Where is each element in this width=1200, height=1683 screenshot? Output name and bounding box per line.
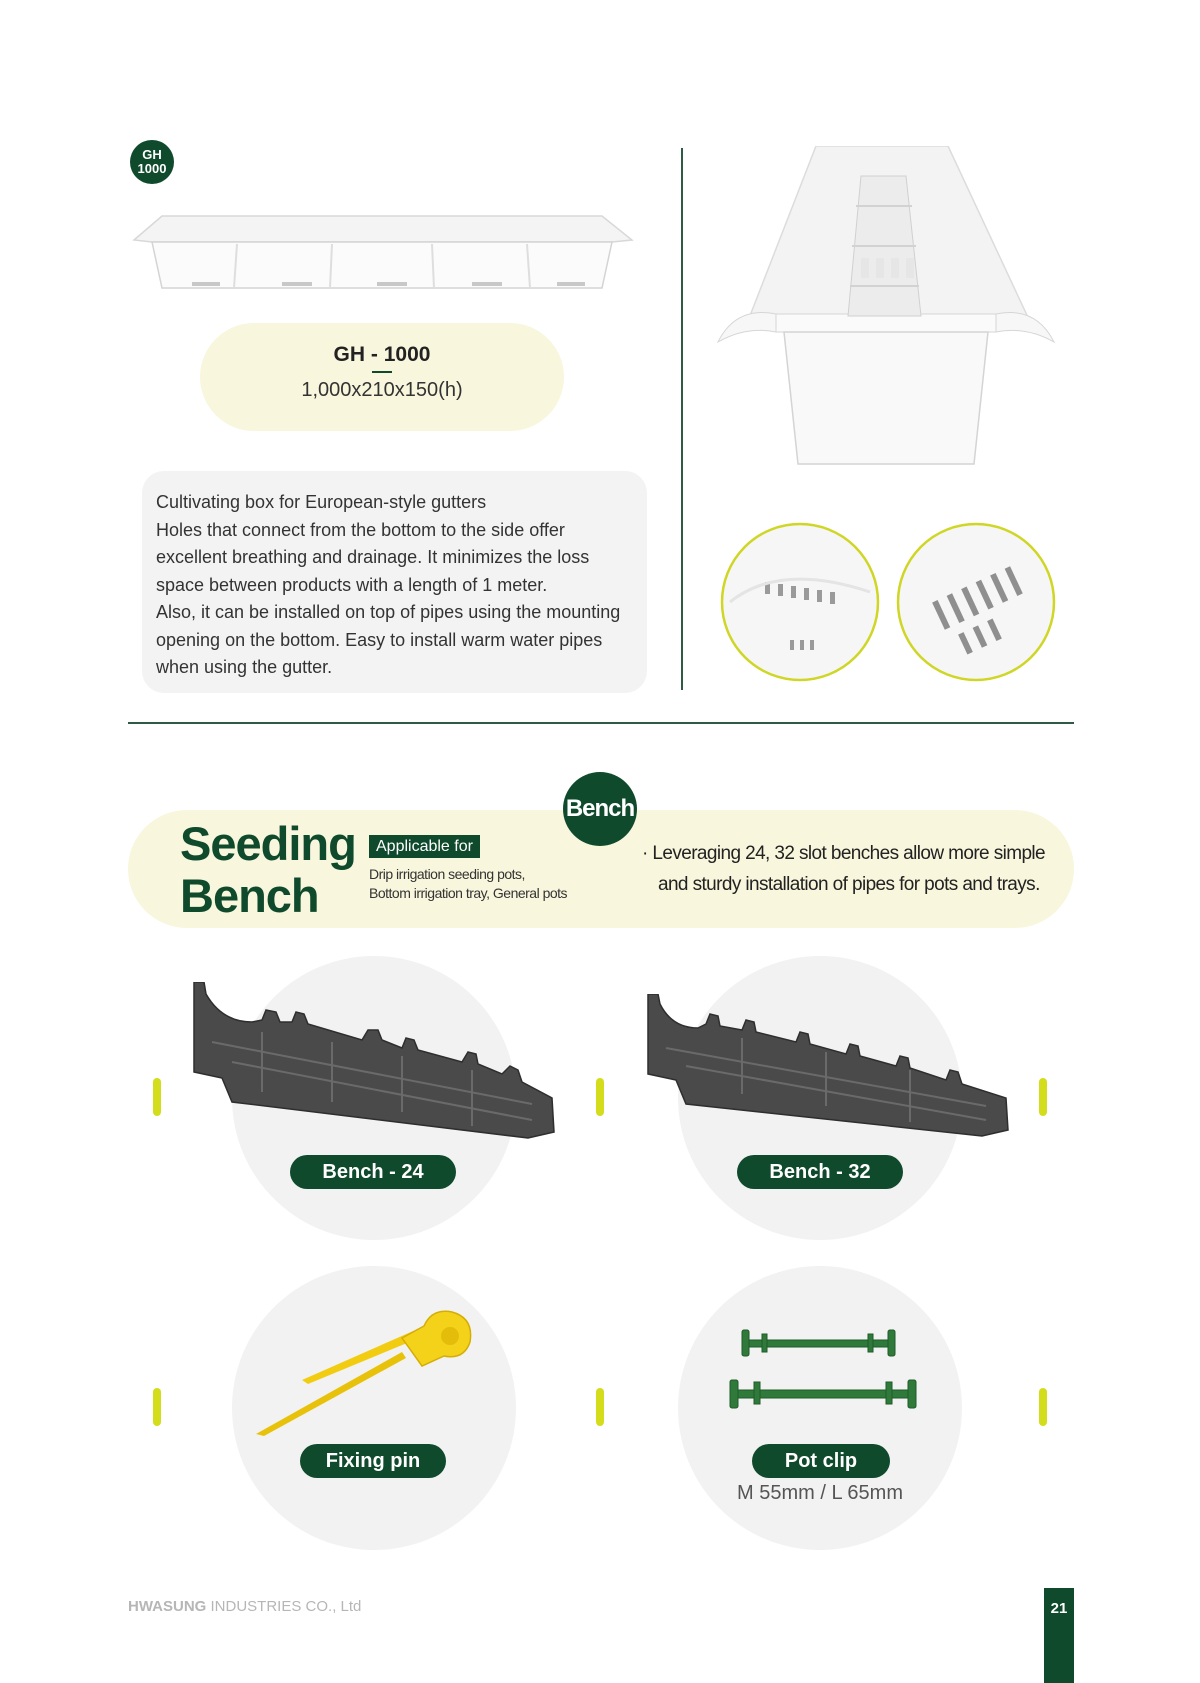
bench-benefit-text bbox=[642, 838, 1045, 900]
gh-badge-text: GH 1000 bbox=[137, 147, 167, 176]
fixing-pin-label: Fixing pin bbox=[300, 1444, 446, 1478]
lime-tick-decoration bbox=[596, 1078, 604, 1116]
benefit-line-2: and sturdy installation of pipes for pots and trays. bbox=[658, 874, 1040, 895]
seeding-bench-title bbox=[180, 818, 356, 922]
gh-desc-line: space between products with a length of 1 meter. bbox=[156, 574, 548, 595]
gh-name-pill bbox=[200, 323, 564, 431]
bench-badge-text: Bench bbox=[565, 795, 635, 822]
lime-tick-decoration bbox=[153, 1388, 161, 1426]
footer-company bbox=[128, 1598, 361, 1615]
applicable-line-2: Bottom irrigation tray, General pots bbox=[369, 885, 568, 901]
company-name-bold: HWASUNG bbox=[128, 1598, 207, 1615]
section-vertical-divider bbox=[681, 148, 683, 690]
bench-badge bbox=[563, 772, 637, 846]
title-line-2: Bench bbox=[180, 869, 319, 922]
gh-1000-perspective-image bbox=[716, 146, 1056, 474]
page-number-tab bbox=[1044, 1588, 1074, 1683]
gh-desc-line: Holes that connect from the bottom to the side offer bbox=[156, 519, 565, 540]
benefit-line-1: · Leveraging 24, 32 slot benches allow more simple bbox=[642, 843, 1046, 864]
applicable-line-1: Drip irrigation seeding pots, bbox=[369, 866, 525, 882]
gh-description-box bbox=[142, 471, 647, 693]
lime-tick-decoration bbox=[1039, 1388, 1047, 1426]
lime-tick-decoration bbox=[1039, 1078, 1047, 1116]
gh-name-underline bbox=[372, 371, 392, 373]
company-name-rest: INDUSTRIES CO., Ltd bbox=[206, 1598, 362, 1615]
lime-tick-decoration bbox=[153, 1078, 161, 1116]
bottom-opening-detail-image bbox=[896, 522, 1056, 682]
bench-24-label: Bench - 24 bbox=[290, 1155, 456, 1189]
bench-32-image bbox=[646, 994, 1010, 1140]
applicable-for-text bbox=[369, 865, 567, 903]
gh-desc-line: excellent breathing and drainage. It minimizes the loss bbox=[156, 547, 590, 567]
fixing-pin-image bbox=[252, 1308, 476, 1438]
bench-32-label: Bench - 32 bbox=[737, 1155, 903, 1189]
pot-clip-sizes: M 55mm / L 65mm bbox=[737, 1482, 903, 1504]
gh-desc-line: when using the gutter. bbox=[156, 657, 333, 677]
pot-clip-label: Pot clip bbox=[752, 1444, 890, 1478]
gh-desc-title: Cultivating box for European-style gutters bbox=[156, 492, 487, 512]
title-line-1: Seeding bbox=[180, 817, 356, 870]
gh-desc-line: opening on the bottom. Easy to install warm water pipes bbox=[156, 629, 603, 650]
gh-1000-badge bbox=[130, 140, 174, 184]
gh-desc-line: Also, it can be installed on top of pipes using the mounting bbox=[156, 602, 621, 622]
section-horizontal-divider bbox=[128, 722, 1074, 724]
pot-clip-image bbox=[728, 1324, 920, 1416]
drainage-detail-image bbox=[720, 522, 880, 682]
gh-product-name: GH - 1000 bbox=[333, 343, 431, 366]
bench-24-image bbox=[192, 982, 556, 1142]
gh-dimensions: 1,000x210x150(h) bbox=[301, 379, 463, 401]
page-number: 21 bbox=[1050, 1600, 1068, 1617]
gh-1000-tray-image bbox=[132, 208, 634, 298]
lime-tick-decoration bbox=[596, 1388, 604, 1426]
applicable-for-label: Applicable for bbox=[369, 835, 480, 858]
